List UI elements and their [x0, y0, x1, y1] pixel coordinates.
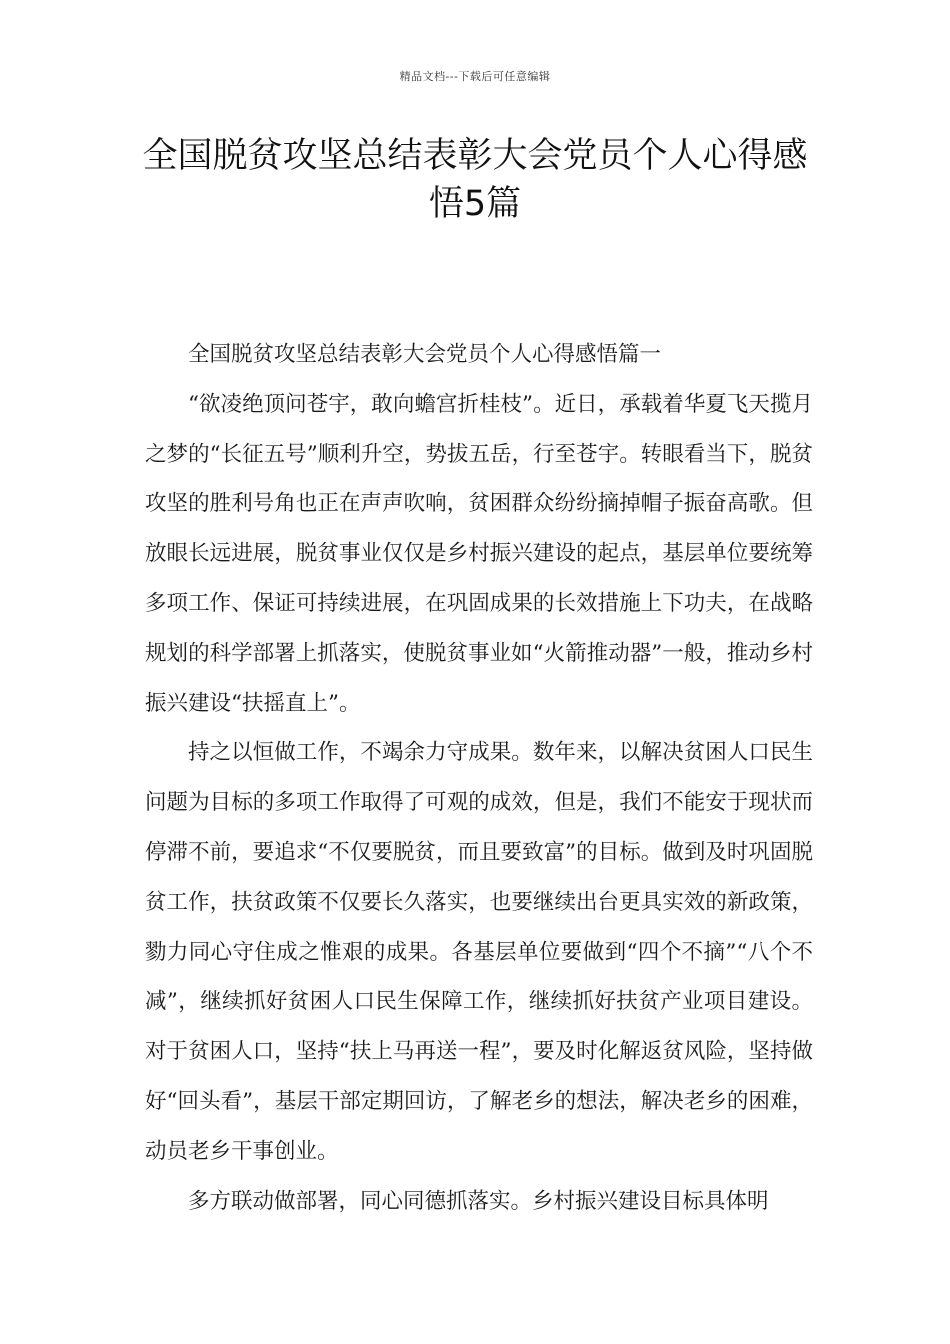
paragraph-2: 持之以恒做工作，不竭余力守成果。数年来，以解决贫困人口民生问题为目标的多项工作取得了可观的成效，但是，我们不能安于现状而停滞不前，要追求“不仅要脱贫，而且要致富”的目标。做到及时巩固脱贫工作，扶贫政策不仅要长久落实，也要继续出台更具实效的新政策，勠力同心守住成之惟艰的成果。各基层单位要做到“四个不摘”“八个不减”，继续抓好贫困人口民生保障工作，继续抓好扶贫产业项目建设。对于贫困人口，坚持“扶上马再送一程”，要及时化解返贫风险，坚持做好“回头看”，基层干部定期回访，了解老乡的想法，解决老乡的困难，动员老乡干事创业。	[145, 740, 813, 1164]
document-title: 全国脱贫攻坚总结表彰大会党员个人心得感悟5篇	[142, 136, 808, 224]
section-heading: 全国脱贫攻坚总结表彰大会党员个人心得感悟篇一	[188, 342, 662, 367]
paragraph-3: 多方联动做部署，同心同德抓落实。乡村振兴建设目标具体明	[188, 1188, 769, 1214]
header-note: 精品文档---下载后可任意编辑	[399, 70, 551, 83]
paragraph-1: “欲凌绝顶问苍宇，敢向蟾宫折桂枝”。近日，承载着华夏飞天揽月之梦的“长征五号”顺利升空，势拔五岳，行至苍宇。转眼看当下，脱贫攻坚的胜利号角也正在声声吹响，贫困群众纷纷摘掉帽子振奋高歌。但放眼长远进展，脱贫事业仅仅是乡村振兴建设的起点，基层单位要统筹多项工作、保证可持续进展，在巩固成果的长效措施上下功夫，在战略规划的科学部署上抓落实，使脱贫事业如“火箭推动器”一般，推动乡村振兴建设“扶摇直上”。	[145, 391, 813, 716]
document-body	[145, 330, 813, 1226]
